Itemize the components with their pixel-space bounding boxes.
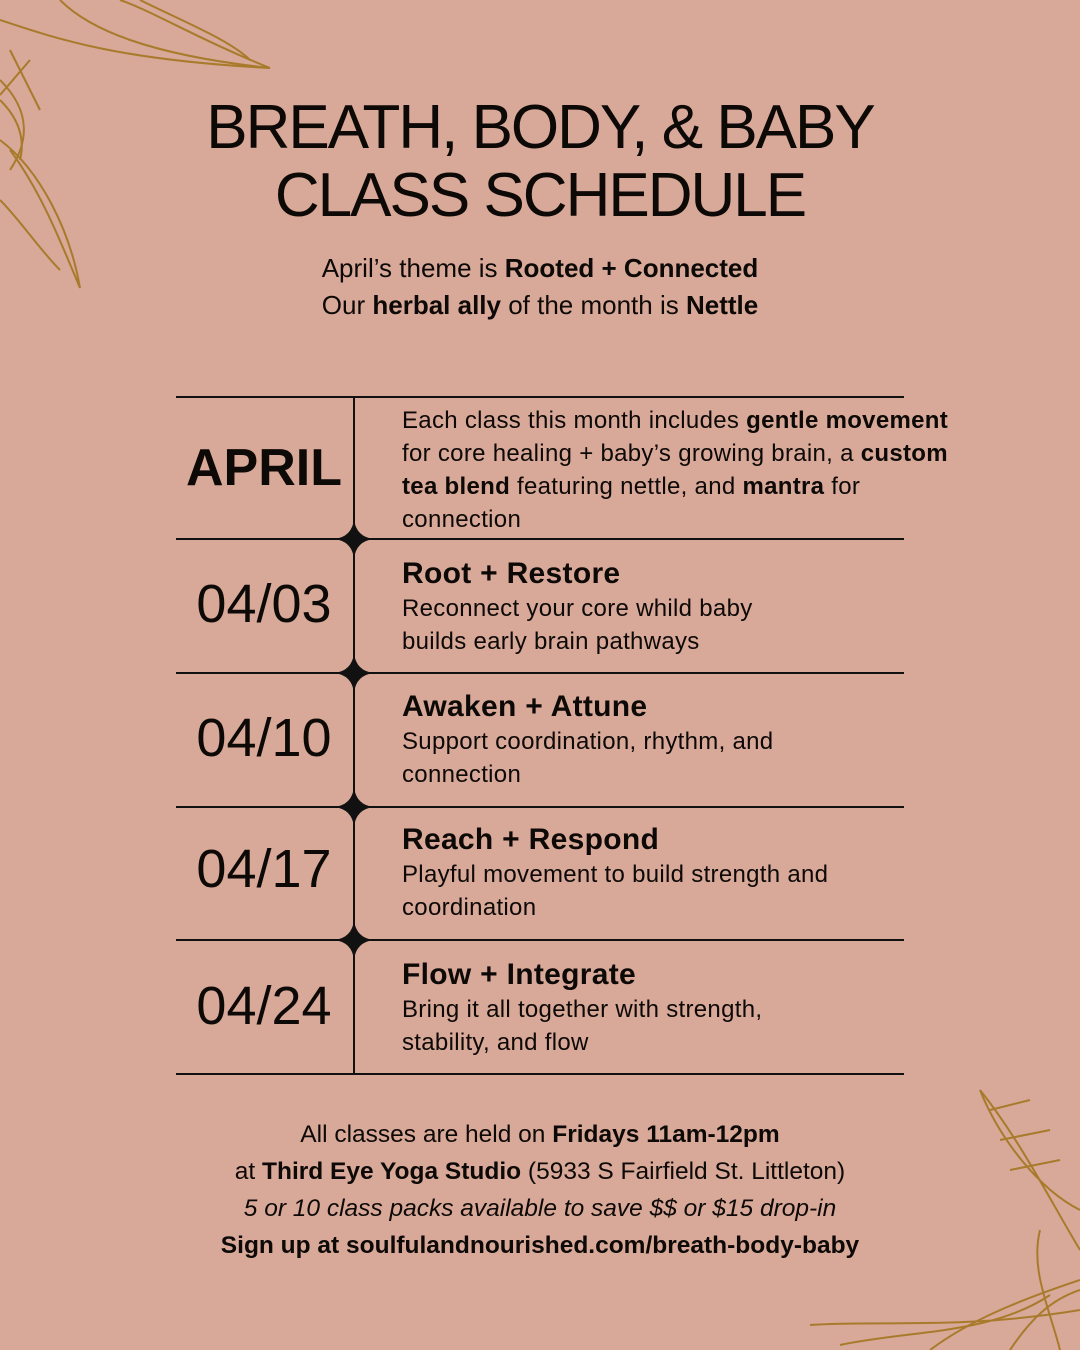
month-description	[402, 404, 962, 536]
table-divider	[176, 396, 904, 398]
footer-info	[0, 1116, 1080, 1264]
text: Our	[321, 290, 373, 320]
text: 5 or 10 class packs available to save $$ or $15 drop-in	[243, 1195, 837, 1222]
text: at	[234, 1158, 263, 1185]
class-row	[402, 556, 822, 658]
class-date: 04/24	[196, 976, 332, 1036]
sparkle-icon	[334, 920, 374, 960]
footer-line	[0, 1116, 1080, 1153]
table-column-divider	[353, 398, 355, 1075]
theme-line	[0, 250, 1080, 287]
sparkle-icon	[334, 787, 374, 827]
class-row	[402, 822, 852, 924]
text: for connection	[402, 473, 861, 533]
month-label: APRIL	[186, 439, 342, 497]
class-title: Reach + Respond	[402, 823, 660, 856]
signup-link[interactable]	[0, 1227, 1080, 1264]
bold-text: Nettle	[685, 290, 759, 320]
title-line-1: BREATH, BODY, & BABY	[206, 93, 874, 162]
table-divider	[176, 939, 904, 941]
bold-text: Rooted + Connected	[504, 253, 759, 283]
text: April’s theme is	[321, 253, 505, 283]
theme-line	[0, 287, 1080, 324]
bold-text: Third Eye Yoga Studio	[262, 1158, 522, 1185]
class-text: Reconnect your core whild baby builds early brain pathways	[402, 595, 753, 655]
bold-text: Fridays 11am-12pm	[552, 1121, 780, 1148]
sparkle-icon	[334, 653, 374, 693]
title-line-2: CLASS SCHEDULE	[274, 161, 806, 230]
class-title: Flow + Integrate	[402, 958, 637, 991]
class-date: 04/17	[196, 839, 332, 899]
class-date: 04/03	[196, 574, 332, 634]
text: featuring nettle, and	[510, 473, 743, 500]
theme-text	[0, 250, 1080, 324]
bold-text: herbal ally	[372, 290, 501, 320]
class-title: Root + Restore	[402, 557, 621, 590]
bold-text: Sign up at soulfulandnourished.com/breath-body-baby	[220, 1232, 860, 1259]
text: of the month is	[500, 290, 686, 320]
class-text: Playful movement to build strength and coordination	[402, 861, 829, 921]
footer-line	[0, 1190, 1080, 1227]
class-row	[402, 957, 832, 1059]
text: All classes are held on	[300, 1121, 553, 1148]
class-text: Support coordination, rhythm, and connection	[402, 728, 774, 788]
class-text: Bring it all together with strength, stability, and flow	[402, 996, 763, 1056]
class-title: Awaken + Attune	[402, 690, 648, 723]
sparkle-icon	[334, 519, 374, 559]
table-divider	[176, 1073, 904, 1075]
table-divider	[176, 538, 904, 540]
bold-text: gentle movement	[746, 407, 949, 434]
text: for core healing + baby’s growing brain, a	[402, 440, 861, 467]
page-title	[0, 94, 1080, 230]
text: (5933 S Fairfield St. Littleton)	[521, 1158, 846, 1185]
footer-line	[0, 1153, 1080, 1190]
class-date: 04/10	[196, 708, 332, 768]
table-divider	[176, 806, 904, 808]
text: Each class this month includes	[402, 407, 747, 434]
bold-text: custom tea blend	[402, 440, 948, 500]
table-divider	[176, 672, 904, 674]
class-row	[402, 689, 842, 791]
bold-text: mantra	[742, 473, 825, 500]
